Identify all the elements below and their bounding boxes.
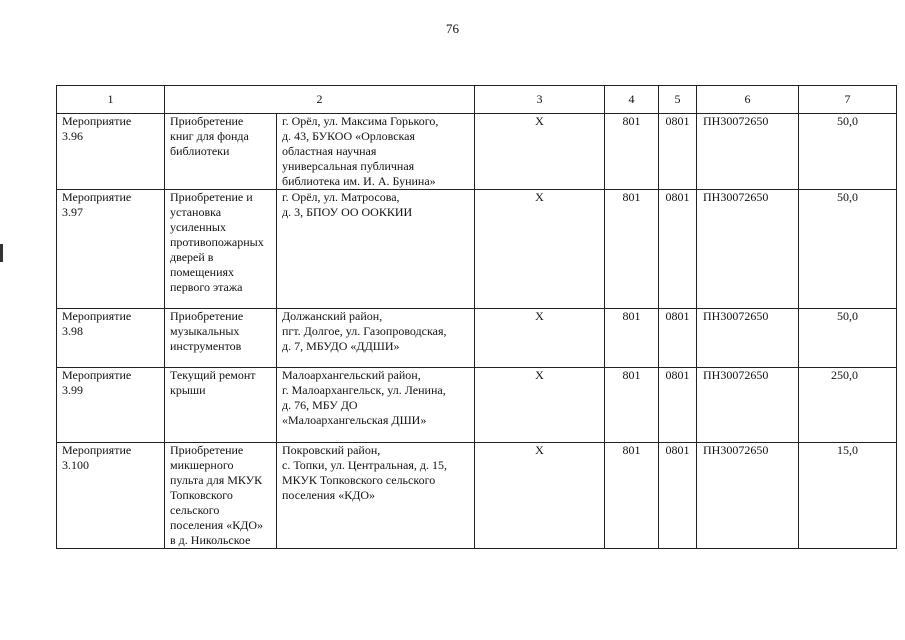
col6-cell: ПН30072650 bbox=[697, 190, 799, 309]
col-header-1: 1 bbox=[57, 86, 165, 114]
col7-cell: 50,0 bbox=[799, 190, 897, 309]
event-cell: Мероприятие 3.97 bbox=[57, 190, 165, 309]
col6-cell: ПН30072650 bbox=[697, 309, 799, 368]
col6-cell: ПН30072650 bbox=[697, 443, 799, 549]
table-row bbox=[57, 190, 897, 309]
col5-cell: 0801 bbox=[659, 443, 697, 549]
address-cell: Покровский район, с. Топки, ул. Центральная, д. 15, МКУК Топковского сельского поселения «КДО» bbox=[277, 443, 475, 549]
col-header-7: 7 bbox=[799, 86, 897, 114]
col-header-5: 5 bbox=[659, 86, 697, 114]
page-number: 76 bbox=[446, 21, 459, 36]
address-cell: г. Орёл, ул. Матросова, д. 3, БПОУ ОО ООККИИ bbox=[277, 190, 475, 309]
event-cell: Мероприятие 3.96 bbox=[57, 114, 165, 190]
col4-cell: 801 bbox=[605, 114, 659, 190]
table-row bbox=[57, 114, 897, 190]
table-row bbox=[57, 368, 897, 443]
table-row bbox=[57, 443, 897, 549]
col-header-6: 6 bbox=[697, 86, 799, 114]
address-cell: г. Орёл, ул. Максима Горького, д. 43, БУКОО «Орловская областная научная универсальная публичная библиотека им. И. А. Бунина» bbox=[277, 114, 475, 190]
col-header-3: 3 bbox=[475, 86, 605, 114]
budget-table bbox=[56, 85, 897, 549]
col-header-4: 4 bbox=[605, 86, 659, 114]
scan-edge-mark bbox=[0, 244, 3, 262]
event-cell: Мероприятие 3.100 bbox=[57, 443, 165, 549]
col3-cell: Х bbox=[475, 309, 605, 368]
address-cell: Малоархангельский район, г. Малоархангельск, ул. Ленина, д. 76, МБУ ДО «Малоархангельская ДШИ» bbox=[277, 368, 475, 443]
col3-cell: Х bbox=[475, 190, 605, 309]
col7-cell: 250,0 bbox=[799, 368, 897, 443]
col7-cell: 50,0 bbox=[799, 309, 897, 368]
col4-cell: 801 bbox=[605, 443, 659, 549]
event-cell: Мероприятие 3.98 bbox=[57, 309, 165, 368]
col4-cell: 801 bbox=[605, 190, 659, 309]
col5-cell: 0801 bbox=[659, 368, 697, 443]
col5-cell: 0801 bbox=[659, 309, 697, 368]
event-cell: Мероприятие 3.99 bbox=[57, 368, 165, 443]
col5-cell: 0801 bbox=[659, 190, 697, 309]
col5-cell: 0801 bbox=[659, 114, 697, 190]
col3-cell: Х bbox=[475, 114, 605, 190]
name-cell: Приобретение книг для фонда библиотеки bbox=[165, 114, 277, 190]
table-row bbox=[57, 309, 897, 368]
col4-cell: 801 bbox=[605, 368, 659, 443]
name-cell: Приобретение музыкальных инструментов bbox=[165, 309, 277, 368]
col6-cell: ПН30072650 bbox=[697, 114, 799, 190]
col7-cell: 15,0 bbox=[799, 443, 897, 549]
address-cell: Должанский район, пгт. Долгое, ул. Газопроводская, д. 7, МБУДО «ДДШИ» bbox=[277, 309, 475, 368]
header-row bbox=[57, 86, 897, 114]
col7-cell: 50,0 bbox=[799, 114, 897, 190]
col4-cell: 801 bbox=[605, 309, 659, 368]
col3-cell: Х bbox=[475, 443, 605, 549]
name-cell: Приобретение микшерного пульта для МКУК Топковского сельского поселения «КДО» в д. Никольское bbox=[165, 443, 277, 549]
name-cell: Текущий ремонт крыши bbox=[165, 368, 277, 443]
col3-cell: Х bbox=[475, 368, 605, 443]
name-cell: Приобретение и установка усиленных противопожарных дверей в помещениях первого этажа bbox=[165, 190, 277, 309]
col6-cell: ПН30072650 bbox=[697, 368, 799, 443]
col-header-2: 2 bbox=[165, 86, 475, 114]
